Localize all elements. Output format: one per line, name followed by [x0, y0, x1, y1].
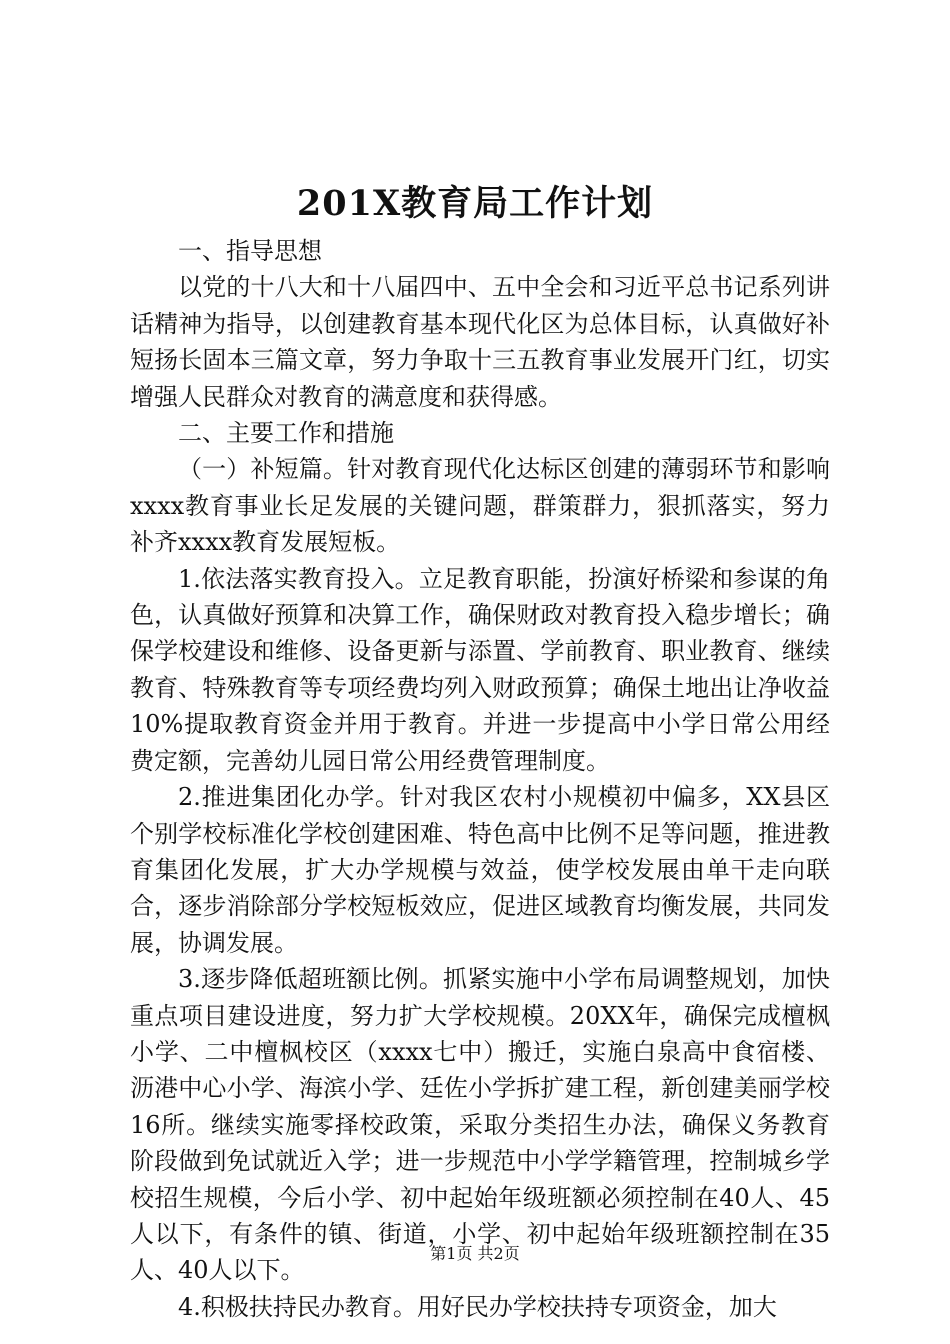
document-body	[130, 233, 830, 1325]
document-title: 201X教育局工作计划	[296, 183, 654, 224]
paragraph-item-3: 3.逐步降低超班额比例。抓紧实施中小学布局调整规划，加快重点项目建设进度，努力扩大学校规模。20XX年，确保完成檀枫小学、二中檀枫校区（xxxx七中）搬迁，实施白泉高中食宿楼、沥港中心小学、海滨小学、廷佐小学拆扩建工程，新创建美丽学校16所。继续实施零择校政策，采取分类招生办法，确保义务教育阶段做到免试就近入学；进一步规范中小学学籍管理，控制城乡学校招生规模，今后小学、初中起始年级班额必须控制在40人、45人以下，有条件的镇、街道，小学、初中起始年级班额控制在35人、40人以下。	[130, 965, 830, 1285]
section-heading-main-work: 二、主要工作和措施	[178, 419, 394, 448]
paragraph-item-4: 4.积极扶持民办教育。用好民办学校扶持专项资金，加大	[178, 1292, 777, 1321]
section-heading-guiding-ideology: 一、指导思想	[178, 237, 322, 265]
page-footer: 第1页 共2页	[430, 1244, 520, 1263]
paragraph-guiding-ideology: 以党的十八大和十八届四中、五中全会和习近平总书记系列讲话精神为指导，以创建教育基本现代化区为总体目标，认真做好补短扬长固本三篇文章，努力争取十三五教育事业发展开门红，切实增强人民群众对教育的满意度和获得感。	[130, 273, 830, 411]
paragraph-item-1: 1.依法落实教育投入。立足教育职能，扮演好桥梁和参谋的角色，认真做好预算和决算工作，确保财政对教育投入稳步增长；确保学校建设和维修、设备更新与添置、学前教育、职业教育、继续教育、特殊教育等专项经费均列入财政预算；确保土地出让净收益10%提取教育资金并用于教育。并进一步提高中小学日常公用经费定额，完善幼儿园日常公用经费管理制度。	[130, 564, 830, 775]
paragraph-shortcomings: （一）补短篇。针对教育现代化达标区创建的薄弱环节和影响xxxx教育事业长足发展的关键问题，群策群力，狠抓落实，努力补齐xxxx教育发展短板。	[130, 455, 830, 557]
paragraph-item-2: 2.推进集团化办学。针对我区农村小规模初中偏多，XX县区个别学校标准化学校创建困难、特色高中比例不足等问题，推进教育集团化发展，扩大办学规模与效益，使学校发展由单干走向联合，逐步消除部分学校短板效应，促进区域教育均衡发展，共同发展，协调发展。	[130, 783, 830, 957]
